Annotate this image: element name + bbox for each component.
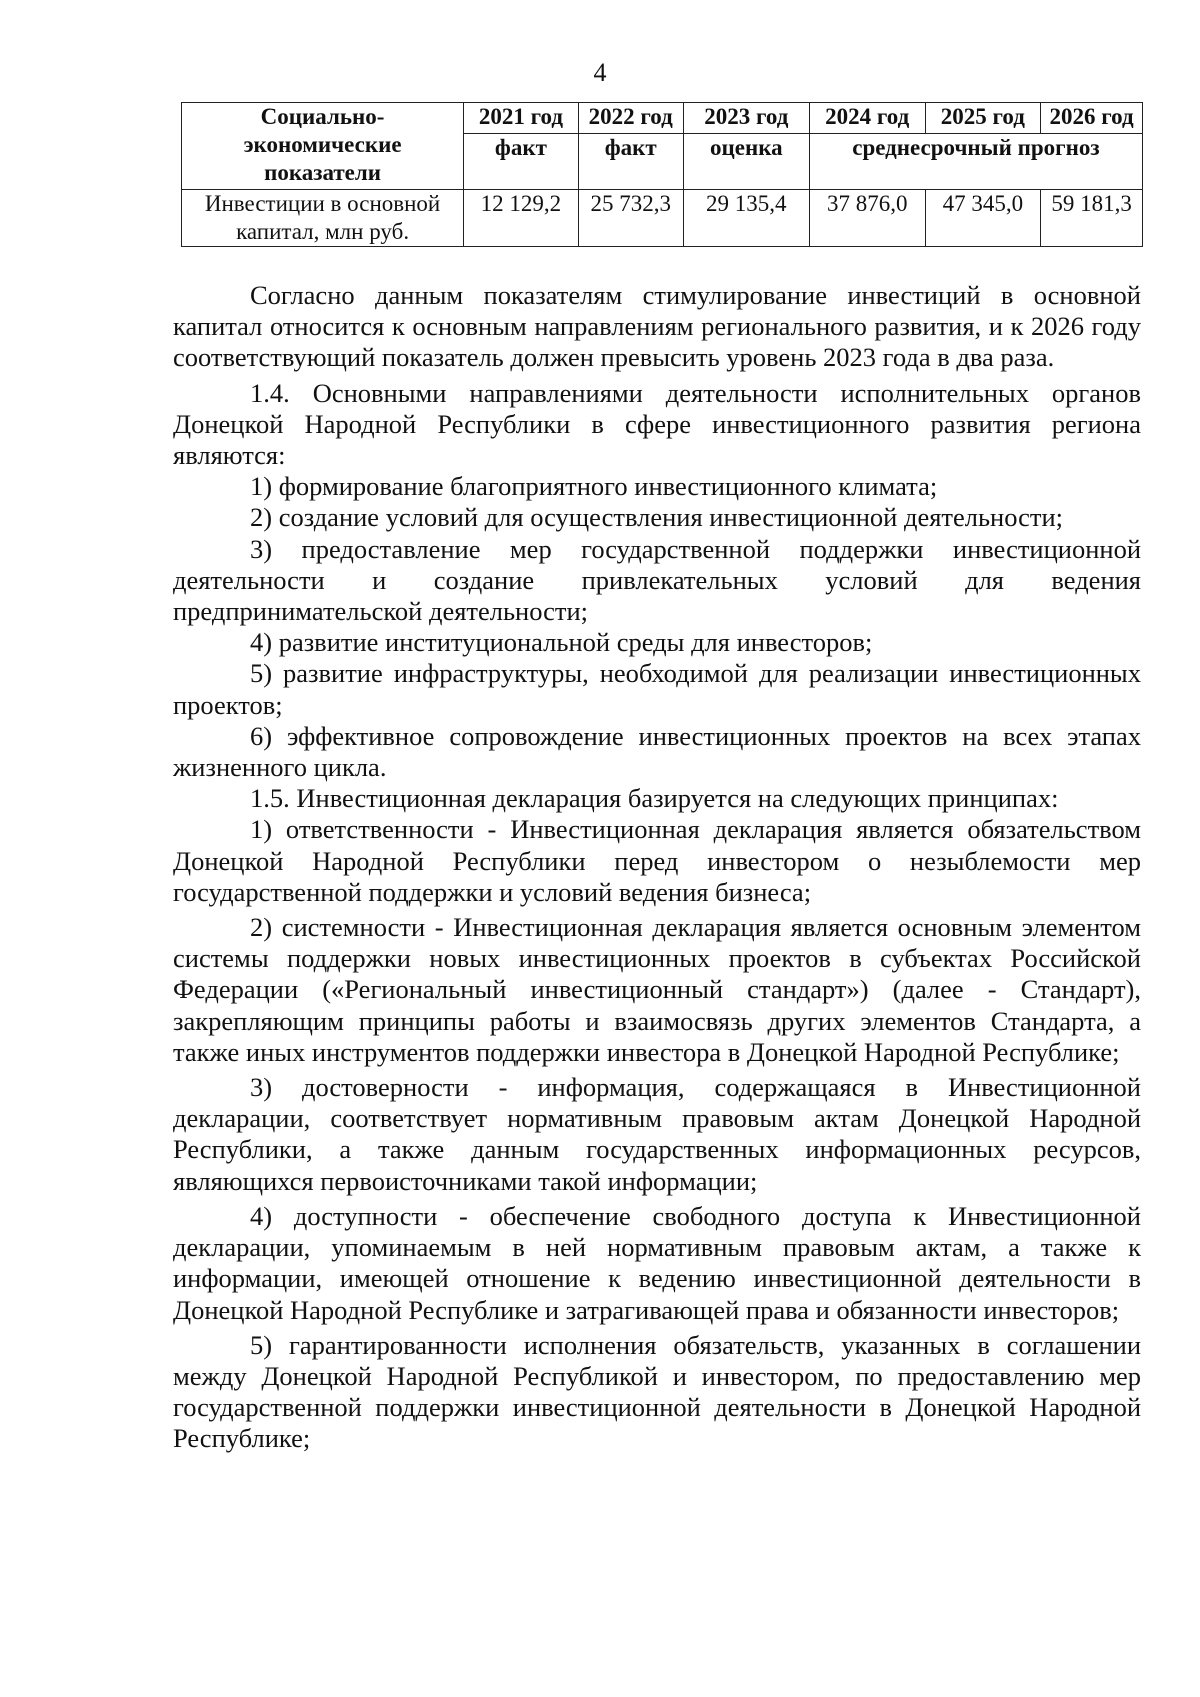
table-row <box>182 190 1143 247</box>
header-year-2022: 2022 год <box>578 103 683 134</box>
paragraph-1-4: 1.4. Основными направлениями деятельности исполнительных органов Донецкой Народной Республики в сфере инвестиционного развития региона являются: <box>173 377 1141 471</box>
list-item: 5) развитие инфраструктуры, необходимой для реализации инвестиционных проектов; <box>173 658 1141 720</box>
list-item: 6) эффективное сопровождение инвестиционных проектов на всех этапах жизненного цикла. <box>173 720 1141 783</box>
row-label-investments: Инвестиции в основной капитал, млн руб. <box>182 190 464 247</box>
status-fact-2022: факт <box>578 134 683 190</box>
list-item: 4) развитие институциональной среды для инвесторов; <box>250 627 873 658</box>
value-2023: 29 135,4 <box>683 190 809 247</box>
indicators-table <box>181 102 1143 247</box>
status-forecast: среднесрочный прогноз <box>809 134 1142 190</box>
document-body <box>173 280 1141 1455</box>
paragraph-intro: Согласно данным показателям стимулирование инвестиций в основной капитал относится к основным направлениям регионального развития, и к 2026 году соответствующий показатель должен превысить уровень 2023 года в два раза. <box>173 280 1141 373</box>
list-item: 5) гарантированности исполнения обязательств, указанных в соглашении между Донецкой Народной Республикой и инвестором, по предоставлению мер государственной поддержки инвестиционной деятельности в Донецкой Народной Республике; <box>173 1329 1141 1454</box>
table-header-row <box>182 103 1143 134</box>
list-item: 1) ответственности - Инвестиционная декларация является обязательством Донецкой Народной Республики перед инвестором о незыблемости мер государственной поддержки и условий ведения бизнеса; <box>173 814 1141 907</box>
list-item: 2) системности - Инвестиционная декларация является основным элементом системы поддержки новых инвестиционных проектов в субъектах Российской Федерации («Региональный инвестиционный стандарт») (далее - Стандарт), закрепляющим принципы работы и взаимосвязь других элементов Стандарта, а также иных инструментов поддержки инвестора в Донецкой Народной Республике; <box>173 912 1141 1067</box>
header-year-2023: 2023 год <box>683 103 809 134</box>
header-year-2026: 2026 год <box>1041 103 1143 134</box>
header-year-2025: 2025 год <box>925 103 1041 134</box>
value-2026: 59 181,3 <box>1041 190 1143 247</box>
list-item: 2) создание условий для осуществления инвестиционной деятельности; <box>250 502 1064 533</box>
value-2024: 37 876,0 <box>809 190 925 247</box>
value-2021: 12 129,2 <box>464 190 579 247</box>
status-estimate-2023: оценка <box>683 134 809 190</box>
list-item: 4) доступности - обеспечение свободного доступа к Инвестиционной декларации, упоминаемым в ней нормативным правовым актам, а также к информации, имеющей отношение к ведению инвестиционной деятельности в Донецкой Народной Республике и затрагивающей права и обязанности инвесторов; <box>173 1200 1141 1325</box>
header-indicator-label: Социально-экономические показатели <box>182 103 464 190</box>
value-2025: 47 345,0 <box>925 190 1041 247</box>
list-item: 3) достоверности - информация, содержащаяся в Инвестиционной декларации, соответствует нормативным правовым актам Донецкой Народной Республики, а также данным государственных информационных ресурсов, являющихся первоисточниками такой информации; <box>173 1072 1141 1196</box>
list-item: 1) формирование благоприятного инвестиционного климата; <box>250 471 938 502</box>
status-fact-2021: факт <box>464 134 579 190</box>
header-year-2024: 2024 год <box>809 103 925 134</box>
list-item: 3) предоставление мер государственной поддержки инвестиционной деятельности и создание привлекательных условий для ведения предпринимательской деятельности; <box>173 533 1141 627</box>
paragraph-1-5: 1.5. Инвестиционная декларация базируется на следующих принципах: <box>250 783 1059 814</box>
header-year-2021: 2021 год <box>464 103 579 134</box>
page-number: 4 <box>593 58 607 87</box>
value-2022: 25 732,3 <box>578 190 683 247</box>
